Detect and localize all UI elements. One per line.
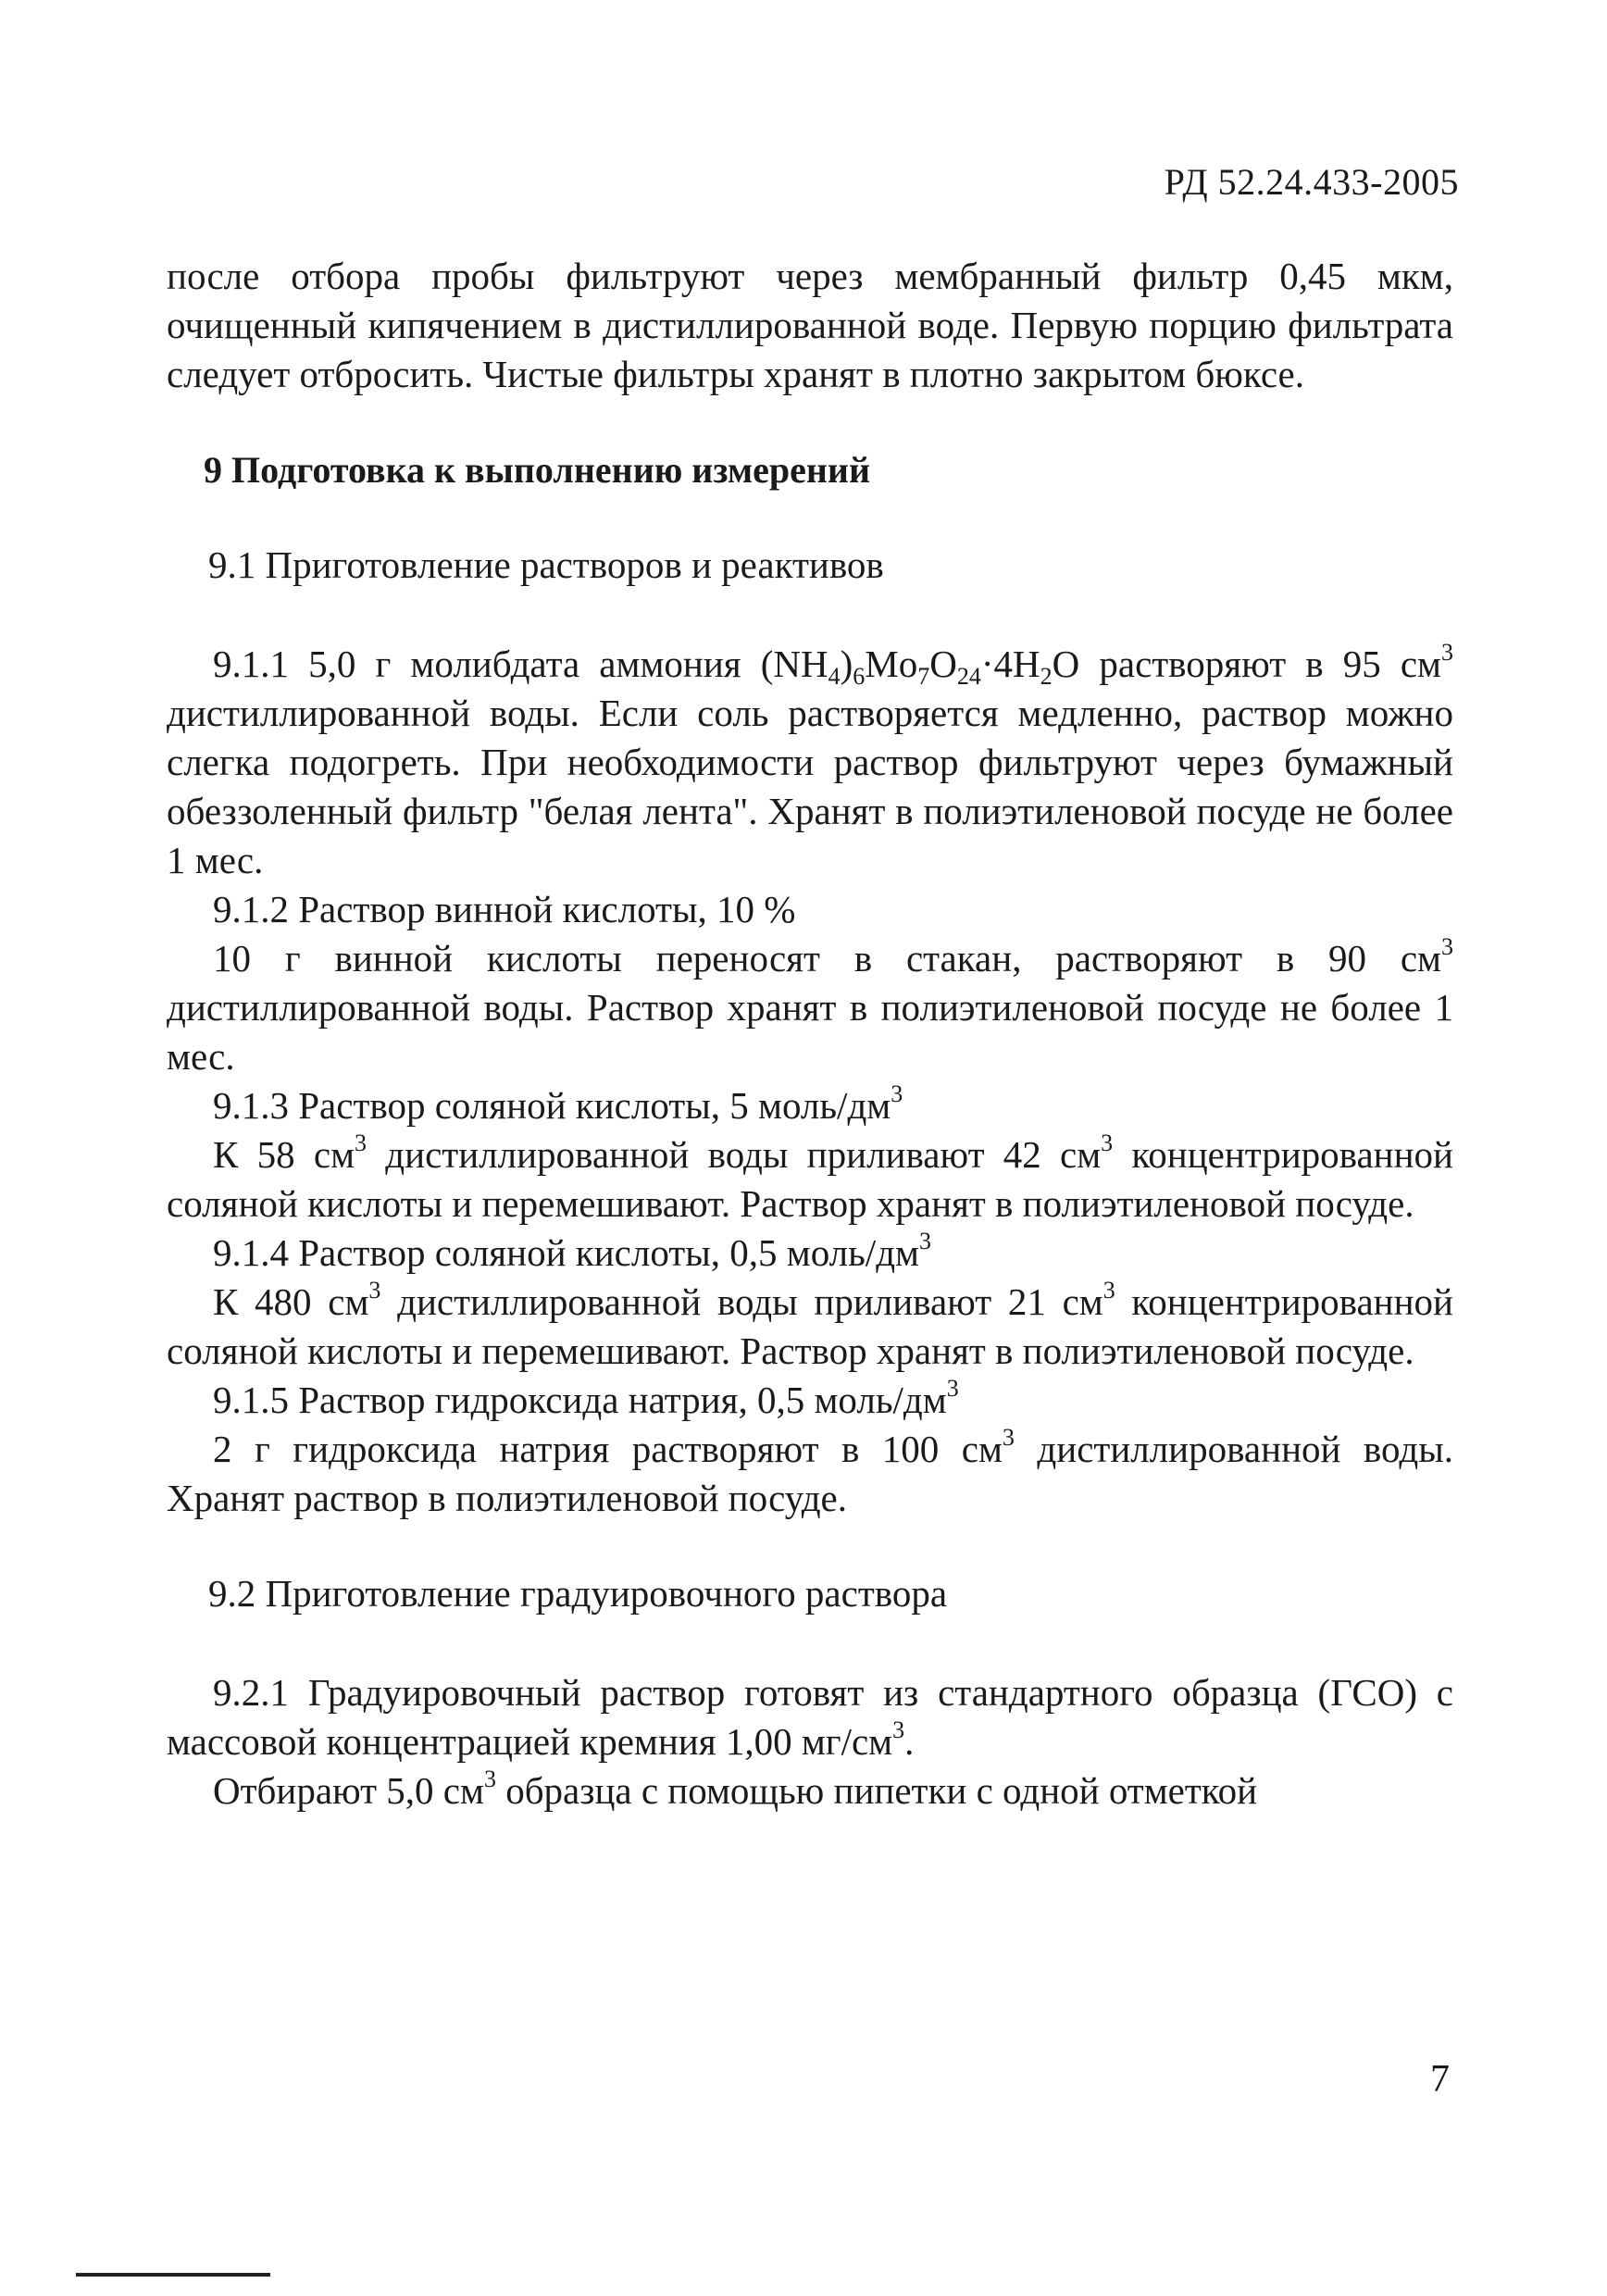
footer-divider: [76, 2273, 270, 2277]
page-number: 7: [1430, 2058, 1450, 2101]
section-heading: 9 Подготовка к выполнению измерений: [204, 449, 870, 491]
paragraph-9-1-5: 2 г гидроксида натрия растворяют в 100 $см^3$ дистиллированной воды. Хранят раствор в полиэтиленовой посуде.: [167, 1424, 1453, 1519]
paragraph-9-2-1: 9.2.1 Градуировочный раствор готовят из стандартного образца (ГСО) с массовой концентрацией кремния 1,00 $мг/см^3$.: [167, 1671, 1453, 1763]
item-title-9-1-5: 9.1.5 Раствор гидроксида натрия, 0,5 моль/$дм^3$: [213, 1375, 959, 1421]
intro-paragraph: после отбора пробы фильтруют через мембранный фильтр 0,45 мкм, очищенный кипячением в дистиллированной воде. Первую порцию фильтрата следует отбросить. Чистые фильтры хранят в плотно закрытом бюксе.: [167, 255, 1453, 395]
paragraph-9-1-3: К 58 $см^3$ дистиллированной воды приливают 42 $см^3$ концентрированной соляной кислоты и перемешивают. Раствор хранят в полиэтиленовой посуде.: [167, 1129, 1453, 1225]
page-content: [167, 252, 1453, 1816]
paragraph-9-1-1: 9.1.1 5,0 г молибдата аммония $(NH_4)_6Mo_7O_{24}\cdot 4H_2O$ растворяют в 95 $см^3$ дистиллированной воды. Если соль растворяется медленно, раствор можно слегка подогреть. При необходимости раствор фильтруют через бумажный обеззоленный фильтр "белая лента". Хранят в полиэтиленовой посуде не более 1 мес.: [167, 639, 1453, 881]
paragraph-9-2-1-continued: Отбирают 5,0 $см^3$ образца с помощью пипетки с одной отметкой: [213, 1766, 1258, 1812]
paragraph-9-1-4: К 480 $см^3$ дистиллированной воды приливают 21 $см^3$ концентрированной соляной кислоты и перемешивают. Раствор хранят в полиэтиленовой посуде.: [167, 1277, 1453, 1372]
subsection-heading-9-1: 9.1 Приготовление растворов и реактивов: [208, 543, 884, 586]
item-title-9-1-2: 9.1.2 Раствор винной кислоты, 10 %: [213, 888, 796, 930]
document-code: РД 52.24.433-2005: [1164, 161, 1459, 203]
paragraph-9-1-2: 10 г винной кислоты переносят в стакан, растворяют в 90 $см^3$ дистиллированной воды. Раствор хранят в полиэтиленовой посуде не более 1 мес.: [167, 933, 1453, 1078]
item-title-9-1-4: 9.1.4 Раствор соляной кислоты, 0,5 моль/$дм^3$: [213, 1228, 932, 1274]
item-title-9-1-3: 9.1.3 Раствор соляной кислоты, 5 моль/$дм^3$: [213, 1080, 903, 1127]
subsection-heading-9-2: 9.2 Приготовление градуировочного раствора: [208, 1572, 948, 1615]
